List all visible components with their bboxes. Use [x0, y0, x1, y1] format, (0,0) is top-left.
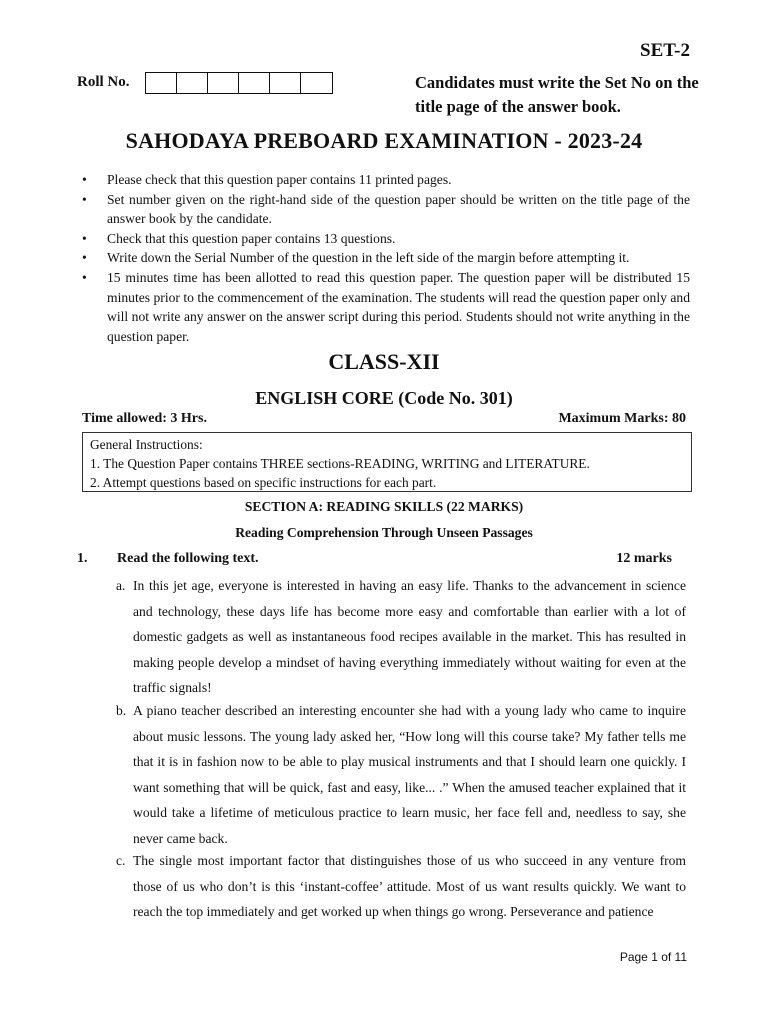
instruction-item [82, 268, 690, 346]
roll-number-cell [239, 73, 270, 93]
instruction-text: Set number given on the right-hand side of the question paper should be written on the title page of the answer book by the candidate. [107, 191, 690, 227]
exam-title: SAHODAYA PREBOARD EXAMINATION - 2023-24 [125, 128, 643, 153]
candidate-note: Candidates must write the Set No on the title page of the answer book. [415, 73, 699, 116]
instruction-item [82, 190, 690, 229]
roll-number-cell [146, 73, 177, 93]
maximum-marks: Maximum Marks: 80 [558, 411, 686, 426]
paragraph-label: b. [116, 703, 127, 718]
class-heading: CLASS-XII [328, 349, 440, 374]
paragraph-label: c. [116, 853, 126, 868]
roll-number-cell [208, 73, 239, 93]
bullet-icon: • [82, 250, 87, 266]
roll-number-label: Roll No. [77, 74, 130, 90]
instruction-text: Write down the Serial Number of the question in the left side of the margin before attempting it. [107, 250, 630, 266]
question-marks: 12 marks [616, 551, 672, 566]
paragraph-text: A piano teacher described an interesting encounter she had with a young lady who came to inquire about music lessons. The young lady asked her, “How long will this course take? My father tells me that it is in fashion now to be able to play musical instruments and that I should learn one quickly. I want something that will be quick, fast and easy, like... .” When the amused teacher explained that it would take a lifetime of meticulous practice to learn music, her face fell and, needless to say, she never came back. [133, 703, 686, 846]
question-number: 1. [77, 551, 88, 566]
time-allowed: Time allowed: 3 Hrs. [82, 411, 207, 426]
paragraph-text: In this jet age, everyone is interested in having an easy life. Thanks to the advancement in science and technology, these days life has become more easy and comfortable than earlier with a lot of domestic gadgets as well as instantaneous food recipes available in the market. This has resulted in making people develop a mindset of having everything immediately without waiting for even at the traffic signals! [133, 578, 686, 696]
paragraph-label: a. [116, 578, 126, 593]
paragraph-text: The single most important factor that distinguishes those of us who succeed in any venture from those of us who don’t is this ‘instant-coffee’ attitude. Most of us want results quickly. We want to reach the top immediately and get worked up when things go wrong. Perseverance and patience [133, 853, 686, 920]
bullet-icon: • [82, 269, 87, 285]
instruction-item [82, 248, 690, 268]
question-text: Read the following text. [117, 551, 259, 566]
bullet-icon: • [82, 230, 87, 246]
roll-number-cell [270, 73, 301, 93]
instruction-text: Check that this question paper contains 13 questions. [107, 230, 396, 246]
passage-paragraph-a [116, 573, 686, 701]
general-instruction-item: 2. Attempt questions based on specific instructions for each part. [90, 475, 437, 490]
passage-paragraph-b [116, 698, 686, 852]
bullet-icon: • [82, 191, 87, 207]
instruction-item [82, 170, 690, 190]
general-instructions-heading: General Instructions: [90, 437, 203, 452]
instruction-item [82, 229, 690, 249]
passage-paragraph-c [116, 848, 686, 925]
section-a-heading: SECTION A: READING SKILLS (22 MARKS) [244, 499, 524, 514]
bullet-icon: • [82, 172, 87, 187]
instruction-text: Please check that this question paper contains 11 printed pages. [107, 172, 452, 187]
subject-heading: ENGLISH CORE (Code No. 301) [255, 388, 513, 408]
roll-number-boxes [145, 72, 333, 94]
roll-number-cell [301, 73, 332, 93]
roll-number-cell [177, 73, 208, 93]
general-instruction-item: 1. The Question Paper contains THREE sections-READING, WRITING and LITERATURE. [90, 456, 590, 471]
general-instructions-box [82, 432, 692, 492]
page-number: Page 1 of 11 [619, 950, 687, 964]
section-subheading: Reading Comprehension Through Unseen Passages [235, 525, 533, 540]
instruction-text: 15 minutes time has been allotted to read this question paper. The question paper will be distributed 15 minutes prior to the commencement of the examination. The students will read the question paper only and will not write any answer on the answer script during this period. Students should not write anything in the question paper. [107, 269, 690, 344]
set-number: SET-2 [640, 40, 690, 61]
instructions-list [82, 170, 690, 346]
